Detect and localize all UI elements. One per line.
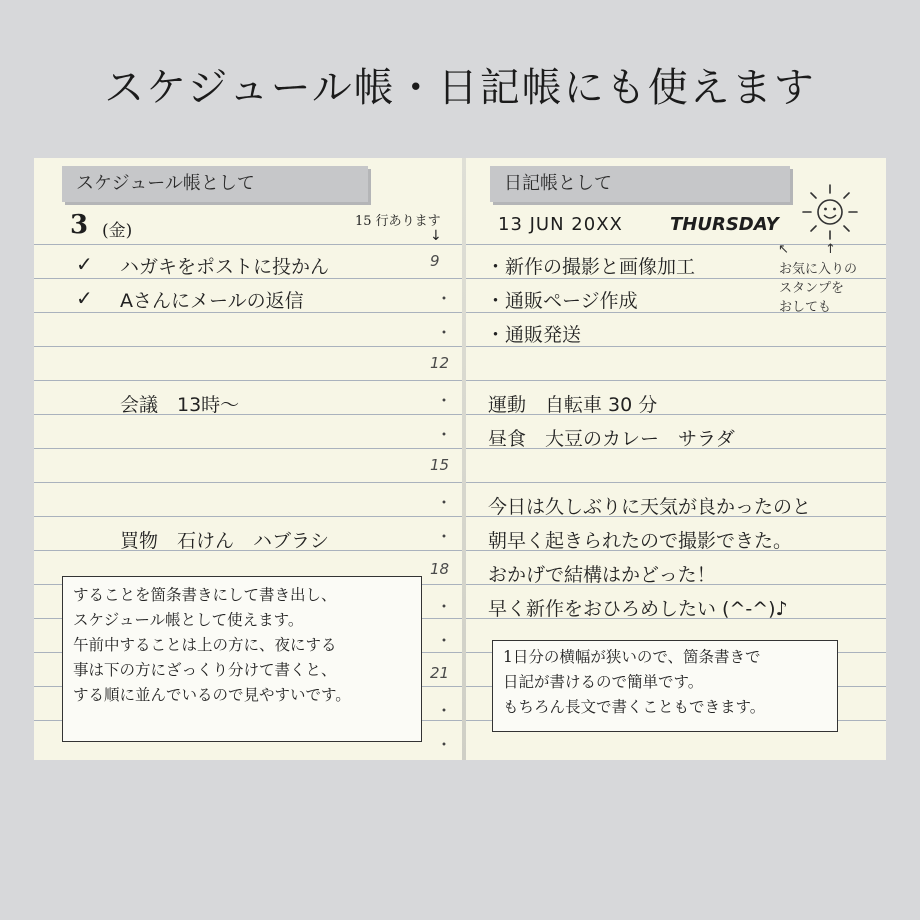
date-number: 3 xyxy=(70,210,89,240)
schedule-tag: スケジュール帳として xyxy=(62,166,368,202)
diary-text: 早く新作をおひろめしたい (^-^)♪ xyxy=(488,598,788,620)
stamp-note-line: おしても xyxy=(779,300,832,315)
rule-line xyxy=(34,380,464,381)
half-hour-dot: ・ xyxy=(436,527,453,546)
rule-line xyxy=(34,448,464,449)
diary-text: 朝早く起きられたので撮影できた。 xyxy=(488,530,793,552)
hour-label: 15 xyxy=(430,456,450,474)
half-hour-dot: ・ xyxy=(436,493,453,512)
todo-item: Aさんにメールの返信 xyxy=(120,290,304,312)
date-weekday: (金) xyxy=(102,221,133,241)
rule-line xyxy=(34,414,464,415)
schedule-explanation-box xyxy=(62,576,422,742)
diary-bullet: ・通販ページ作成 xyxy=(486,290,638,312)
stamp-note-line: スタンプを xyxy=(779,281,845,296)
box-line: 1日分の横幅が狭いので、箇条書きで xyxy=(503,648,761,666)
half-hour-dot: ・ xyxy=(436,597,453,616)
half-hour-dot: ・ xyxy=(436,289,453,308)
diary-page xyxy=(466,158,886,760)
half-hour-dot: ・ xyxy=(436,735,453,754)
diary-text: 今日は久しぶりに天気が良かったのと xyxy=(488,496,812,518)
hour-label: 12 xyxy=(430,354,450,372)
hour-label: 18 xyxy=(430,560,450,578)
rule-line xyxy=(34,516,464,517)
diary-log: 昼食 大豆のカレー サラダ xyxy=(488,428,735,450)
sun-stamp-icon xyxy=(800,182,860,242)
rule-line xyxy=(466,380,886,381)
box-line: することを箇条書きにして書き出し、 xyxy=(73,586,337,604)
box-line: する順に並んでいるので見やすいです。 xyxy=(73,686,351,704)
rule-line xyxy=(34,482,464,483)
stamp-note xyxy=(779,260,857,317)
diary-tag: 日記帳として xyxy=(490,166,790,202)
rule-line xyxy=(34,244,464,245)
half-hour-dot: ・ xyxy=(436,631,453,650)
half-hour-dot: ・ xyxy=(436,425,453,444)
check-icon: ✓ xyxy=(76,252,93,276)
half-hour-dot: ・ xyxy=(436,391,453,410)
rule-line xyxy=(466,482,886,483)
rule-line xyxy=(466,244,886,245)
box-line: もちろん長文で書くこともできます。 xyxy=(503,698,766,716)
diary-bullet: ・通販発送 xyxy=(486,324,582,346)
arrow-up-icon: ↑ xyxy=(825,242,836,257)
box-line: スケジュール帳として使えます。 xyxy=(73,611,304,629)
hour-label: 9 xyxy=(430,252,440,270)
diary-bullet: ・新作の撮影と画像加工 xyxy=(486,256,696,278)
lines-note: 15 行あります xyxy=(355,214,441,229)
half-hour-dot: ・ xyxy=(436,701,453,720)
page-title: スケジュール帳・日記帳にも使えます xyxy=(104,65,816,111)
rule-line xyxy=(34,346,464,347)
check-icon: ✓ xyxy=(76,286,93,310)
meeting-entry: 会議 13時～ xyxy=(120,394,240,416)
stamp-note-line: お気に入りの xyxy=(779,262,858,277)
down-arrow-icon: ↓ xyxy=(430,228,442,244)
diary-log: 運動 自転車 30 分 xyxy=(488,394,658,416)
arrow-up-left-icon: ↖ xyxy=(778,242,789,257)
box-line: 日記が書けるので簡単です。 xyxy=(503,673,704,691)
diary-explanation-box xyxy=(492,640,838,732)
diary-text: おかげで結構はかどった！ xyxy=(488,564,716,586)
half-hour-dot: ・ xyxy=(436,323,453,342)
schedule-page xyxy=(34,158,464,760)
box-line: 午前中することは上の方に、夜にする xyxy=(73,636,337,654)
diary-weekday: THURSDAY xyxy=(670,214,779,235)
todo-item: ハガキをポストに投かん xyxy=(120,256,330,278)
hour-label: 21 xyxy=(430,664,450,682)
shopping-entry: 買物 石けん ハブラシ xyxy=(120,530,330,552)
box-line: 事は下の方にざっくり分けて書くと、 xyxy=(73,661,337,679)
diary-date: 13 JUN 20XX xyxy=(498,214,623,235)
